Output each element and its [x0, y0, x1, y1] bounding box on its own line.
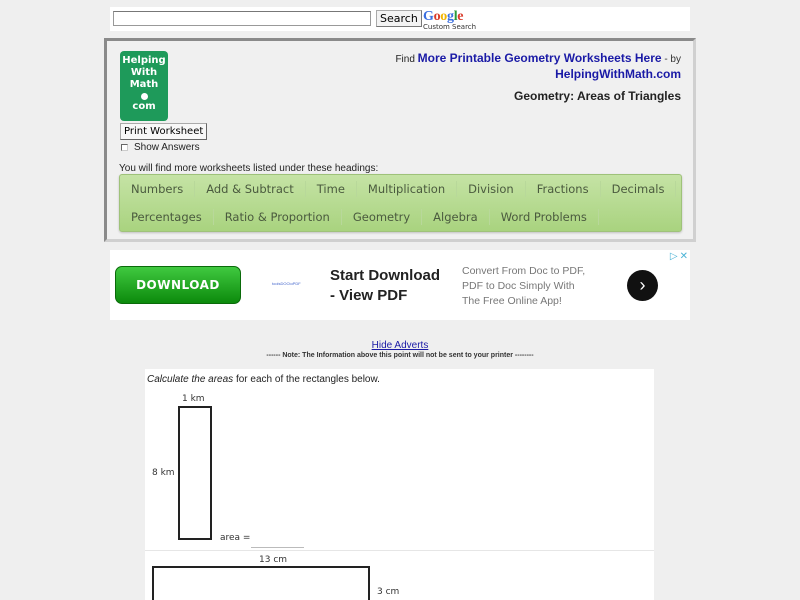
ad-download-button[interactable]: DOWNLOAD — [115, 266, 241, 304]
ad-body-line: Convert From Doc to PDF, — [462, 265, 586, 277]
ad-body — [462, 264, 585, 309]
google-letter: G — [423, 9, 434, 24]
nav-word-problems[interactable]: Word Problems — [490, 209, 599, 225]
nav-ratio-proportion[interactable]: Ratio & Proportion — [214, 209, 342, 225]
nav-decimals[interactable]: Decimals — [601, 181, 677, 197]
nav-time[interactable]: Time — [306, 181, 357, 197]
worksheet-instruction — [147, 374, 380, 385]
instruction-italic: Calculate — [147, 374, 189, 385]
nav-row-2 — [120, 203, 599, 231]
nav-algebra[interactable]: Algebra — [422, 209, 490, 225]
search-button[interactable]: Search — [376, 10, 422, 27]
show-answers-toggle[interactable] — [121, 142, 200, 153]
ad-body-line: The Free Online App! — [462, 295, 562, 307]
close-icon[interactable]: ✕ — [679, 251, 688, 262]
instruction-italic: the areas — [191, 374, 234, 385]
nav-fractions[interactable]: Fractions — [526, 181, 601, 197]
chevron-right-icon[interactable]: › — [627, 270, 658, 301]
google-custom-search-logo — [423, 8, 476, 31]
advert-banner[interactable] — [110, 250, 690, 320]
site-link[interactable]: HelpingWithMath.com — [555, 67, 681, 81]
google-logo-text — [423, 9, 463, 24]
nav-geometry[interactable]: Geometry — [342, 209, 422, 225]
hide-adverts-link[interactable]: Hide Adverts — [371, 340, 429, 351]
area-label: area = — [220, 533, 251, 543]
rect1-height-label: 8 km — [152, 468, 175, 478]
ad-brand-logo: toolsDOCtoPDF — [272, 281, 301, 286]
google-subtitle: Custom Search — [423, 23, 477, 31]
logo-line: Math — [129, 79, 159, 90]
nav-numbers[interactable]: Numbers — [120, 181, 195, 197]
rectangle-1 — [178, 406, 212, 540]
headings-note: You will find more worksheets listed under these headings: — [119, 163, 379, 174]
logo-line: With — [130, 67, 158, 78]
show-answers-checkbox[interactable] — [121, 144, 128, 151]
ad-choices — [670, 251, 688, 262]
more-geometry-worksheets-link[interactable]: More Printable Geometry Worksheets Here — [417, 51, 662, 65]
ad-body-line: PDF to Doc Simply With — [462, 280, 575, 292]
logo-dot-icon — [141, 93, 148, 100]
category-nav — [119, 174, 682, 232]
nav-percentages[interactable]: Percentages — [120, 209, 214, 225]
nav-row-1 — [120, 175, 676, 203]
area-answer-field[interactable] — [251, 547, 304, 548]
rect2-height-label: 3 cm — [377, 587, 400, 597]
nav-add-subtract[interactable]: Add & Subtract — [195, 181, 306, 197]
google-letter: o — [433, 9, 441, 24]
find-prefix: Find — [395, 54, 415, 65]
find-by: - by — [661, 54, 681, 65]
worksheet-title: Geometry: Areas of Triangles — [514, 89, 681, 103]
google-letter: g — [447, 9, 454, 24]
google-letter: l — [453, 9, 458, 24]
google-letter: e — [457, 9, 464, 24]
ad-headline-line2: - View PDF — [330, 287, 408, 304]
worksheet — [145, 369, 654, 600]
printer-note: ------ Note: The Information above this point will not be sent to your printer -------- — [266, 352, 534, 359]
search-input[interactable] — [113, 11, 371, 26]
print-worksheet-button[interactable]: Print Worksheet — [120, 123, 207, 140]
ad-headline-line1: Start Download — [330, 267, 441, 284]
rect1-width-label: 1 km — [182, 394, 205, 404]
instruction-text: for each of the rectangles below. — [233, 374, 380, 385]
nav-division[interactable]: Division — [457, 181, 526, 197]
rectangle-2 — [152, 566, 370, 600]
ad-headline[interactable] — [330, 266, 440, 306]
site-logo[interactable] — [120, 51, 168, 121]
more-worksheets-promo — [395, 51, 681, 83]
rect2-width-label: 13 cm — [259, 555, 288, 565]
logo-line: Helping — [122, 55, 166, 66]
hide-adverts-container — [0, 340, 800, 351]
google-letter: o — [440, 9, 447, 24]
logo-line: com — [132, 101, 156, 112]
nav-multiplication[interactable]: Multiplication — [357, 181, 457, 197]
show-answers-label: Show Answers — [134, 142, 200, 153]
adchoices-icon[interactable]: ▷ — [669, 251, 678, 262]
problem-divider — [145, 550, 654, 551]
search-bar — [110, 7, 690, 31]
header-panel — [104, 38, 696, 242]
